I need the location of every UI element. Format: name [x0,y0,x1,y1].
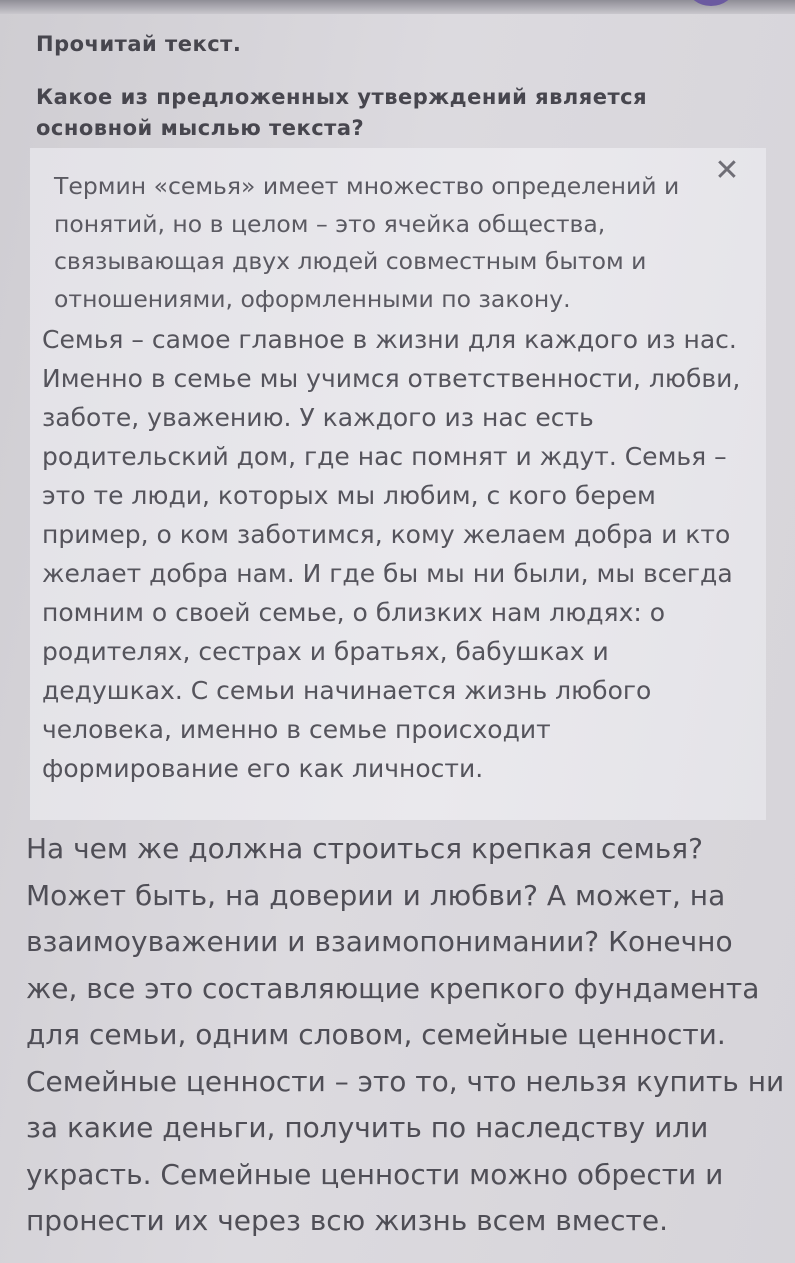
close-icon[interactable]: ✕ [714,153,740,188]
screen-top-edge [0,0,795,14]
instruction-text: Прочитай текст. [36,32,242,56]
reading-paragraph-1: Семья – самое главное в жизни для каждого из нас. Именно в семье мы учимся ответственности, любви, заботе, уважению. У каждого из нас есть родительский дом, где нас помнят и ждут. Семья – это те люди, которых мы любим, с кого берем пример, о ком заботимся, кому желаем добра и кто желает добра нам. И где бы мы ни были, мы всегда помним о своей семье, о близких нам людях: о родителях, сестрах и братьях, бабушках и дедушках. С семьи начинается жизнь любого человека, именно в семье происходит формирование его как личности. [42,325,741,783]
answer-option-statement: Термин «семья» имеет множество определений и понятий, но в целом – это ячейка общества, связывающая двух людей совместным бытом и отношениями, оформленными по закону. [54,172,680,313]
reading-paragraph-2: На чем же должна строиться крепкая семья? Может быть, на доверии и любви? А может, на взаимоуважении и взаимопонимании? Конечно же, все это составляющие крепкого фундамента для семьи, одним словом, семейные ценности. Семейные ценности – это то, что нельзя купить ни за какие деньги, получить по наследству или украсть. Семейные ценности можно обрести и пронести их через всю жизнь всем вместе. [26,832,785,1237]
question-text: Какое из предложенных утверждений является основной мыслью текста? [36,85,648,140]
task-header [36,32,756,144]
